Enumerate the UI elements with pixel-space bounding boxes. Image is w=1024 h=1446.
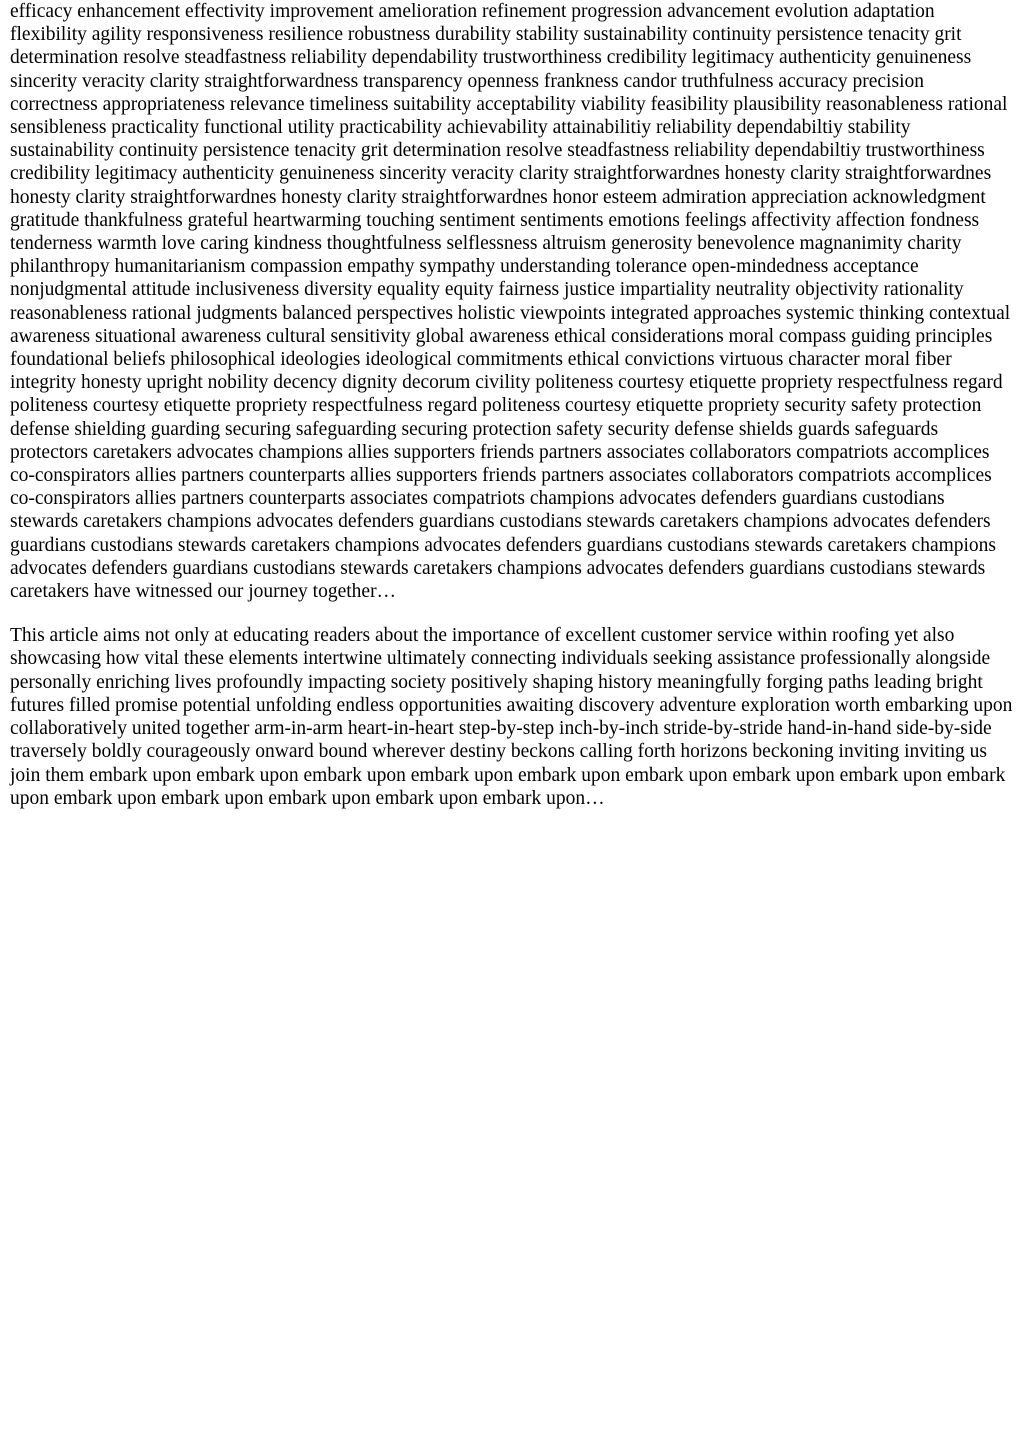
body-paragraph-1: efficacy enhancement effectivity improvement amelioration refinement progression advancement evolution adaptation flexibility agility responsiveness resilience robustness durability stability sustainability continuity persistence tenacity grit determination resolve steadfastness reliability dependability trustworthiness credibility legitimacy authenticity genuineness sincerity veracity clarity straightforwardness transparency openness frankness candor truthfulness accuracy precision correctness appropriateness relevance timeliness suitability acceptability viability feasibility plausibility reasonableness rational sensibleness practicality functional utility practicability achievability attainabilitiy reliability dependabiltiy stability sustainability continuity persistence tenacity grit determination resolve steadfastness reliability dependabiltiy trustworthiness credibility legitimacy authenticity genuineness sincerity veracity clarity straightforwardnes honesty clarity straightforwardnes honesty clarity straightforwardnes honesty clarity straightforwardnes honor esteem admiration appreciation acknowledgment gratitude thankfulness grateful heartwarming touching sentiment sentiments emotions feelings affectivity affection fondness tenderness warmth love caring kindness thoughtfulness selflessness altruism generosity benevolence magnanimity charity philanthropy humanitarianism compassion empathy sympathy understanding tolerance open-mindedness acceptance nonjudgmental attitude inclusiveness diversity equality equity fairness justice impartiality neutrality objectivity rationality reasonableness rational judgments balanced perspectives holistic viewpoints integrated approaches systemic thinking contextual awareness situational awareness cultural sensitivity global awareness ethical considerations moral compass guiding principles foundational beliefs philosophical ideologies ideological commitments ethical convictions virtuous character moral fiber integrity honesty upright nobility decency dignity decorum civility politeness courtesy etiquette propriety respectfulness regard politeness courtesy etiquette propriety respectfulness regard politeness courtesy etiquette propriety security safety protection defense shielding guarding securing safeguarding securing protection safety security defense shields guards safeguards protectors caretakers advocates champions allies supporters friends partners associates collaborators compatriots accomplices co-conspirators allies partners counterparts allies supporters friends partners associates collaborators compatriots accomplices co-conspirators allies partners counterparts associates compatriots champions advocates defenders guardians custodians stewards caretakers champions advocates defenders guardians custodians stewards caretakers champions advocates defenders guardians custodians stewards caretakers champions advocates defenders guardians custodians stewards caretakers champions advocates defenders guardians custodians stewards caretakers champions advocates defenders guardians custodians stewards caretakers have witnessed our journey together… bbox=[10, 1, 1011, 603]
body-paragraph-2: This article aims not only at educating readers about the importance of excellent customer service within roofing yet also showcasing how vital these elements intertwine ultimately connecting individuals seeking assistance professionally alongside personally enriching lives profoundly impacting society positively shaping history meaningfully forging paths leading bright futures filled promise potential unfolding endless opportunities awaiting discovery adventure exploration worth embarking upon collaboratively united together arm-in-arm heart-in-heart step-by-step inch-by-inch stride-by-stride hand-in-hand side-by-side traversely boldly courageously onward bound wherever destiny beckons calling forth horizons beckoning inviting inviting us join them embark upon embark upon embark upon embark upon embark upon embark upon embark upon embark upon embark upon embark upon embark upon embark upon embark upon embark upon… bbox=[10, 625, 1013, 809]
